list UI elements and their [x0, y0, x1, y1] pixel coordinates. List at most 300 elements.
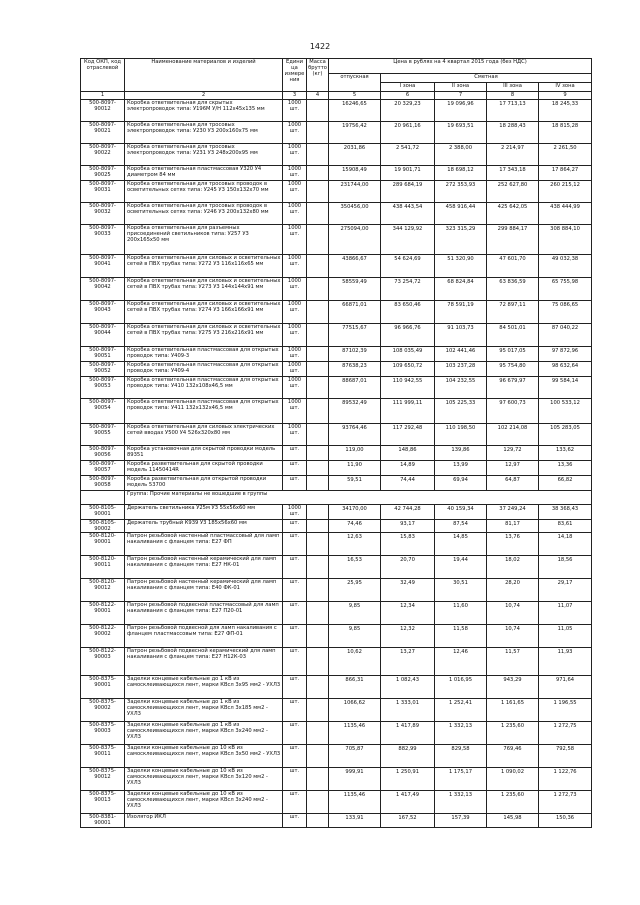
item-code: 500-8097-90033 [81, 225, 125, 255]
price-zone-1: 12,32 [381, 625, 435, 648]
table-row [81, 461, 592, 476]
header-zone-3: III зона [487, 83, 539, 92]
price-zone-2: 1 016,95 [435, 676, 487, 699]
price-zone-4: 65 755,98 [539, 278, 592, 301]
price-release: 16246,65 [329, 100, 381, 122]
price-release: 9,85 [329, 625, 381, 648]
price-zone-3: 1 161,65 [487, 699, 539, 722]
price-zone-1: 32,49 [381, 579, 435, 602]
price-zone-4: 14,18 [539, 533, 592, 556]
item-name: Коробка разветвительная для скрытой проводки модель 11450414R [125, 461, 283, 476]
item-name: Коробка установочная для скрытой проводки модель 89351 [125, 446, 283, 461]
item-unit: 1000 шт. [283, 399, 307, 424]
item-name: Патрон резьбовой настенный пластмассовый для ламп накаливания с фланцем типа: Е27 ФП [125, 533, 283, 556]
price-zone-2: 139,86 [435, 446, 487, 461]
price-zone-1: 83 650,46 [381, 301, 435, 324]
price-zone-3: 18 288,43 [487, 122, 539, 144]
table-row [81, 122, 592, 144]
price-zone-3: 1 235,60 [487, 722, 539, 745]
item-name: Коробка ответвительная пластмассовая У320 У4 диаметром 84 мм [125, 166, 283, 181]
item-unit: шт. [283, 791, 307, 814]
price-zone-3: 72 897,11 [487, 301, 539, 324]
item-code: 500-8105-90001 [81, 505, 125, 520]
price-zone-4: 13,36 [539, 461, 592, 476]
item-name: Коробка ответвительная для тросовых электропроводок типа: У231 У3 248х200х95 мм [125, 144, 283, 166]
item-name: Коробка ответвительная для тросовых проводок в осветительных сетях типа: У245 У3 150х132х70 мм [125, 181, 283, 203]
item-mass [307, 625, 329, 648]
price-release: 1135,46 [329, 722, 381, 745]
price-release: 93764,46 [329, 424, 381, 446]
table-row [81, 533, 592, 556]
item-mass [307, 100, 329, 122]
item-unit: шт. [283, 461, 307, 476]
price-release: 119,00 [329, 446, 381, 461]
price-release: 9,85 [329, 602, 381, 625]
item-unit: шт. [283, 745, 307, 768]
column-number: 7 [435, 92, 487, 100]
item-unit: 1000 шт. [283, 203, 307, 225]
item-code: 500-8375-90001 [81, 676, 125, 699]
price-zone-2: 13,99 [435, 461, 487, 476]
price-zone-3: 102 214,08 [487, 424, 539, 446]
item-unit: 1000 шт. [283, 362, 307, 377]
column-number: 1 [81, 92, 125, 100]
price-zone-4: 87 040,22 [539, 324, 592, 347]
price-zone-4: 11,05 [539, 625, 592, 648]
price-zone-1: 12,34 [381, 602, 435, 625]
price-zone-1: 109 650,72 [381, 362, 435, 377]
price-zone-2: 51 320,90 [435, 255, 487, 278]
item-mass [307, 377, 329, 399]
item-code: 500-8375-90013 [81, 791, 125, 814]
item-unit: 1000 шт. [283, 301, 307, 324]
price-zone-4: 11,93 [539, 648, 592, 676]
price-zone-4: 66,82 [539, 476, 592, 491]
price-zone-1: 1 417,49 [381, 791, 435, 814]
item-unit: шт. [283, 602, 307, 625]
item-code: 500-8097-90055 [81, 424, 125, 446]
price-zone-1: 289 684,19 [381, 181, 435, 203]
table-row [81, 520, 592, 533]
price-release: 231744,00 [329, 181, 381, 203]
price-release: 350456,00 [329, 203, 381, 225]
item-mass [307, 791, 329, 814]
item-code: 500-8097-90051 [81, 347, 125, 362]
price-zone-3: 299 884,17 [487, 225, 539, 255]
price-zone-4: 105 283,05 [539, 424, 592, 446]
table-row [81, 556, 592, 579]
table-row [81, 424, 592, 446]
price-zone-3: 17 343,18 [487, 166, 539, 181]
price-zone-2: 105 225,33 [435, 399, 487, 424]
price-release: 275094,00 [329, 225, 381, 255]
item-unit: шт. [283, 814, 307, 828]
group-code-cell [81, 491, 125, 505]
column-number: 9 [539, 92, 592, 100]
price-zone-1: 1 417,89 [381, 722, 435, 745]
price-release: 16,53 [329, 556, 381, 579]
item-code: 500-8105-90002 [81, 520, 125, 533]
item-name: Патрон резьбовой подвесной керамический для ламп накаливания с фланцем типа: Е27 Н12К-03 [125, 648, 283, 676]
item-code: 500-8097-90056 [81, 446, 125, 461]
item-unit: шт. [283, 722, 307, 745]
item-mass [307, 181, 329, 203]
price-zone-3: 12,97 [487, 461, 539, 476]
price-zone-1: 111 999,11 [381, 399, 435, 424]
price-zone-2: 19 096,96 [435, 100, 487, 122]
price-zone-3: 64,87 [487, 476, 539, 491]
price-zone-4: 38 368,43 [539, 505, 592, 520]
item-unit: 1000 шт. [283, 324, 307, 347]
price-zone-2: 87,54 [435, 520, 487, 533]
price-zone-4: 971,64 [539, 676, 592, 699]
table-row [81, 745, 592, 768]
item-code: 500-8120-90001 [81, 533, 125, 556]
item-unit: шт. [283, 476, 307, 491]
price-zone-1: 20 961,16 [381, 122, 435, 144]
item-mass [307, 556, 329, 579]
item-unit: 1000 шт. [283, 122, 307, 144]
price-zone-3: 95 754,80 [487, 362, 539, 377]
price-zone-4: 75 086,65 [539, 301, 592, 324]
price-zone-2: 1 175,17 [435, 768, 487, 791]
table-row [81, 166, 592, 181]
price-zone-2: 30,51 [435, 579, 487, 602]
price-release: 87638,23 [329, 362, 381, 377]
table-row [81, 100, 592, 122]
table-row [81, 625, 592, 648]
header-zone-4: IV зона [539, 83, 592, 92]
price-release: 25,95 [329, 579, 381, 602]
price-release: 34170,00 [329, 505, 381, 520]
header-release: отпускная [329, 74, 381, 92]
price-zone-1: 13,27 [381, 648, 435, 676]
item-code: 500-8097-90032 [81, 203, 125, 225]
price-zone-1: 74,44 [381, 476, 435, 491]
table-row [81, 144, 592, 166]
item-code: 500-8122-90003 [81, 648, 125, 676]
item-code: 500-8097-90057 [81, 461, 125, 476]
item-mass [307, 301, 329, 324]
item-code: 500-8097-90043 [81, 301, 125, 324]
item-unit: шт. [283, 768, 307, 791]
item-name: Коробка ответвительная пластмассовая для открытых проводок типа: У411 132х132х46,5 мм [125, 399, 283, 424]
price-zone-2: 12,46 [435, 648, 487, 676]
table-row [81, 347, 592, 362]
price-zone-2: 40 159,34 [435, 505, 487, 520]
item-code: 500-8097-90031 [81, 181, 125, 203]
price-zone-2: 103 237,28 [435, 362, 487, 377]
item-name: Патрон резьбовой подвесной пластмассовый для ламп накаливания с фланцем типа: Е27 П20-01 [125, 602, 283, 625]
item-unit: шт. [283, 446, 307, 461]
price-zone-2: 1 332,13 [435, 722, 487, 745]
table-row [81, 446, 592, 461]
price-zone-3: 11,57 [487, 648, 539, 676]
price-zone-3: 425 642,05 [487, 203, 539, 225]
price-release: 58559,49 [329, 278, 381, 301]
item-unit: 1000 шт. [283, 166, 307, 181]
item-unit: 1000 шт. [283, 278, 307, 301]
item-unit: 1000 шт. [283, 144, 307, 166]
column-number-row [81, 92, 592, 100]
price-zone-2: 11,58 [435, 625, 487, 648]
item-unit: 1000 шт. [283, 347, 307, 362]
price-zone-4: 1 272,73 [539, 791, 592, 814]
price-zone-2: 68 824,84 [435, 278, 487, 301]
item-name: Патрон резьбовой подвесной для ламп накаливания с фланцем пластмассовым типа: Е27 ФП-01 [125, 625, 283, 648]
header-estimate: Сметная [381, 74, 592, 83]
item-unit: шт. [283, 520, 307, 533]
price-zone-2: 78 591,19 [435, 301, 487, 324]
item-mass [307, 347, 329, 362]
price-zone-2: 110 198,50 [435, 424, 487, 446]
price-zone-1: 110 942,55 [381, 377, 435, 399]
item-unit: шт. [283, 648, 307, 676]
price-zone-4: 29,17 [539, 579, 592, 602]
price-zone-1: 14,89 [381, 461, 435, 476]
price-zone-1: 73 254,72 [381, 278, 435, 301]
price-zone-3: 943,29 [487, 676, 539, 699]
price-zone-4: 1 122,76 [539, 768, 592, 791]
price-zone-3: 1 235,60 [487, 791, 539, 814]
item-code: 500-8120-90011 [81, 556, 125, 579]
price-zone-3: 96 679,97 [487, 377, 539, 399]
table-row [81, 602, 592, 625]
item-unit: 1000 шт. [283, 225, 307, 255]
price-zone-2: 104 232,55 [435, 377, 487, 399]
item-name: Коробка ответвительная для тросовых электропроводок типа: У230 У3 200х160х75 мм [125, 122, 283, 144]
price-release: 19756,42 [329, 122, 381, 144]
item-mass [307, 278, 329, 301]
item-mass [307, 324, 329, 347]
price-zone-4: 83,61 [539, 520, 592, 533]
header-unit: Едини ца измере ния [283, 59, 307, 92]
table-row [81, 225, 592, 255]
item-name: Заделки концевые кабельные до 1 кВ из самосклеивающихся лент, марки КВсл 3х185 мм2 - УХЛ3 [125, 699, 283, 722]
price-release: 999,91 [329, 768, 381, 791]
price-zone-3: 129,72 [487, 446, 539, 461]
price-release: 10,62 [329, 648, 381, 676]
price-zone-2: 1 252,41 [435, 699, 487, 722]
group-label: Группа: Прочие материалы не вошедшие в группы [125, 491, 592, 505]
price-zone-3: 2 214,97 [487, 144, 539, 166]
price-release: 1135,46 [329, 791, 381, 814]
table-row [81, 278, 592, 301]
page-number: 1422 [309, 42, 331, 51]
item-mass [307, 814, 329, 828]
price-zone-4: 18,56 [539, 556, 592, 579]
item-unit: 1000 шт. [283, 424, 307, 446]
price-zone-1: 167,52 [381, 814, 435, 828]
item-mass [307, 768, 329, 791]
header-mass: Масса брутто (кг) [307, 59, 329, 92]
table-row [81, 324, 592, 347]
price-release: 15908,49 [329, 166, 381, 181]
item-unit: шт. [283, 625, 307, 648]
item-mass [307, 476, 329, 491]
table-row [81, 476, 592, 491]
price-zone-4: 438 444,99 [539, 203, 592, 225]
price-zone-4: 1 272,75 [539, 722, 592, 745]
price-release: 133,91 [329, 814, 381, 828]
price-zone-1: 20 329,23 [381, 100, 435, 122]
price-zone-3: 81,17 [487, 520, 539, 533]
price-zone-3: 37 249,24 [487, 505, 539, 520]
item-name: Коробка ответвительная пластмассовая для открытых проводок типа: У410 132х108х46,5 мм [125, 377, 283, 399]
price-zone-1: 54 624,69 [381, 255, 435, 278]
item-mass [307, 122, 329, 144]
item-mass [307, 533, 329, 556]
header-name: Наименование материалов и изделий [125, 59, 283, 92]
item-name: Заделки концевые кабельные до 1 кВ из самосклеивающихся лент, марки КВсл 3х95 мм2 - УХЛ3 [125, 676, 283, 699]
item-name: Держатель трубный К939 У3 185х56х60 мм [125, 520, 283, 533]
price-zone-3: 17 713,13 [487, 100, 539, 122]
item-code: 500-8097-90012 [81, 100, 125, 122]
price-zone-2: 102 441,46 [435, 347, 487, 362]
table-row [81, 377, 592, 399]
price-zone-1: 882,99 [381, 745, 435, 768]
price-zone-3: 18,02 [487, 556, 539, 579]
price-zone-1: 19 901,71 [381, 166, 435, 181]
price-zone-1: 1 333,01 [381, 699, 435, 722]
price-zone-2: 2 388,00 [435, 144, 487, 166]
item-name: Коробка ответвительная для скрытых электропроводок типа: У196М У/Н 112х45х135 мм [125, 100, 283, 122]
item-mass [307, 144, 329, 166]
item-mass [307, 676, 329, 699]
item-mass [307, 203, 329, 225]
item-code: 500-8097-90052 [81, 362, 125, 377]
price-zone-1: 2 541,72 [381, 144, 435, 166]
item-code: 500-8097-90041 [81, 255, 125, 278]
item-mass [307, 362, 329, 377]
item-code: 500-8375-90002 [81, 699, 125, 722]
item-name: Заделки концевые кабельные до 10 кВ из самосклеивающихся лент, марки КВсл 3х120 мм2 - УХЛ3 [125, 768, 283, 791]
price-zone-1: 96 966,76 [381, 324, 435, 347]
item-code: 500-8122-90001 [81, 602, 125, 625]
item-name: Коробка ответвительная для силовых и осветительных сетей в ПВХ трубах типа: У273 У3 144х144х91 мм [125, 278, 283, 301]
price-release: 705,87 [329, 745, 381, 768]
item-code: 500-8097-90022 [81, 144, 125, 166]
price-zone-3: 13,76 [487, 533, 539, 556]
item-mass [307, 225, 329, 255]
item-name: Коробка ответвительная для силовых электрических сетей вводах У500 У4 526х320х80 мм [125, 424, 283, 446]
column-number: 8 [487, 92, 539, 100]
header-zone-2: II зона [435, 83, 487, 92]
price-release: 89532,49 [329, 399, 381, 424]
price-zone-2: 91 103,73 [435, 324, 487, 347]
item-mass [307, 722, 329, 745]
item-unit: шт. [283, 556, 307, 579]
item-code: 500-8097-90042 [81, 278, 125, 301]
item-code: 500-8097-90054 [81, 399, 125, 424]
price-zone-4: 99 584,14 [539, 377, 592, 399]
price-zone-1: 15,83 [381, 533, 435, 556]
price-release: 88687,01 [329, 377, 381, 399]
price-release: 11,90 [329, 461, 381, 476]
column-number: 6 [381, 92, 435, 100]
item-code: 500-8097-90044 [81, 324, 125, 347]
table-row [81, 768, 592, 791]
table-row [81, 814, 592, 828]
price-release: 74,46 [329, 520, 381, 533]
price-zone-3: 97 600,73 [487, 399, 539, 424]
item-name: Коробка ответвительная для разъемных присоединений светильников типа: У257 У3 200х165х50 мм [125, 225, 283, 255]
column-number: 4 [307, 92, 329, 100]
header-code: Код ОКП, код отраслевой [81, 59, 125, 92]
price-release: 43866,67 [329, 255, 381, 278]
price-zone-4: 17 864,27 [539, 166, 592, 181]
item-code: 500-8097-90053 [81, 377, 125, 399]
price-release: 87102,39 [329, 347, 381, 362]
table-row [81, 301, 592, 324]
header-price-title: Цена в рублях на 4 квартал 2015 года (без НДС) [329, 59, 592, 74]
price-zone-2: 19,44 [435, 556, 487, 579]
item-unit: шт. [283, 699, 307, 722]
item-name: Держатель светильника У25м У3 55х56х60 мм [125, 505, 283, 520]
table-row [81, 722, 592, 745]
item-name: Заделки концевые кабельные до 10 кВ из самосклеивающихся лент, марки КВсл 3х240 мм2 - УХЛ3 [125, 791, 283, 814]
price-zone-4: 2 261,50 [539, 144, 592, 166]
column-number: 5 [329, 92, 381, 100]
item-mass [307, 166, 329, 181]
price-zone-4: 11,07 [539, 602, 592, 625]
item-mass [307, 520, 329, 533]
item-code: 500-8097-90058 [81, 476, 125, 491]
price-zone-3: 252 627,80 [487, 181, 539, 203]
price-zone-3: 10,74 [487, 602, 539, 625]
table-row [81, 399, 592, 424]
item-mass [307, 424, 329, 446]
item-mass [307, 648, 329, 676]
price-zone-1: 344 129,92 [381, 225, 435, 255]
price-zone-4: 49 032,38 [539, 255, 592, 278]
price-zone-2: 272 353,93 [435, 181, 487, 203]
price-release: 2031,86 [329, 144, 381, 166]
price-release: 12,63 [329, 533, 381, 556]
item-code: 500-8375-90003 [81, 722, 125, 745]
price-zone-4: 150,36 [539, 814, 592, 828]
price-release: 1066,62 [329, 699, 381, 722]
table-row [81, 791, 592, 814]
item-mass [307, 505, 329, 520]
price-zone-3: 10,74 [487, 625, 539, 648]
group-row [81, 491, 592, 505]
price-release: 866,31 [329, 676, 381, 699]
price-zone-4: 792,58 [539, 745, 592, 768]
price-zone-1: 108 035,49 [381, 347, 435, 362]
item-unit: шт. [283, 579, 307, 602]
price-zone-2: 18 698,12 [435, 166, 487, 181]
item-code: 500-8381-90001 [81, 814, 125, 828]
price-zone-4: 18 245,33 [539, 100, 592, 122]
price-zone-4: 18 815,28 [539, 122, 592, 144]
item-name: Коробка разветвительная для открытой проводки модель 53700 [125, 476, 283, 491]
table-row [81, 181, 592, 203]
price-zone-4: 260 215,12 [539, 181, 592, 203]
price-zone-3: 1 090,02 [487, 768, 539, 791]
item-unit: шт. [283, 676, 307, 699]
price-zone-1: 20,70 [381, 556, 435, 579]
item-name: Заделки концевые кабельные до 10 кВ из самосклеивающихся лент, марки КВсл 3х50 мм2 - УХЛ3 [125, 745, 283, 768]
item-name: Патрон резьбовой настенный керамический для ламп накаливания с фланцем типа: Е27 НК-01 [125, 556, 283, 579]
item-mass [307, 699, 329, 722]
table-row [81, 676, 592, 699]
price-zone-4: 100 533,12 [539, 399, 592, 424]
item-mass [307, 399, 329, 424]
table-row [81, 362, 592, 377]
item-unit: шт. [283, 533, 307, 556]
price-release: 77515,67 [329, 324, 381, 347]
